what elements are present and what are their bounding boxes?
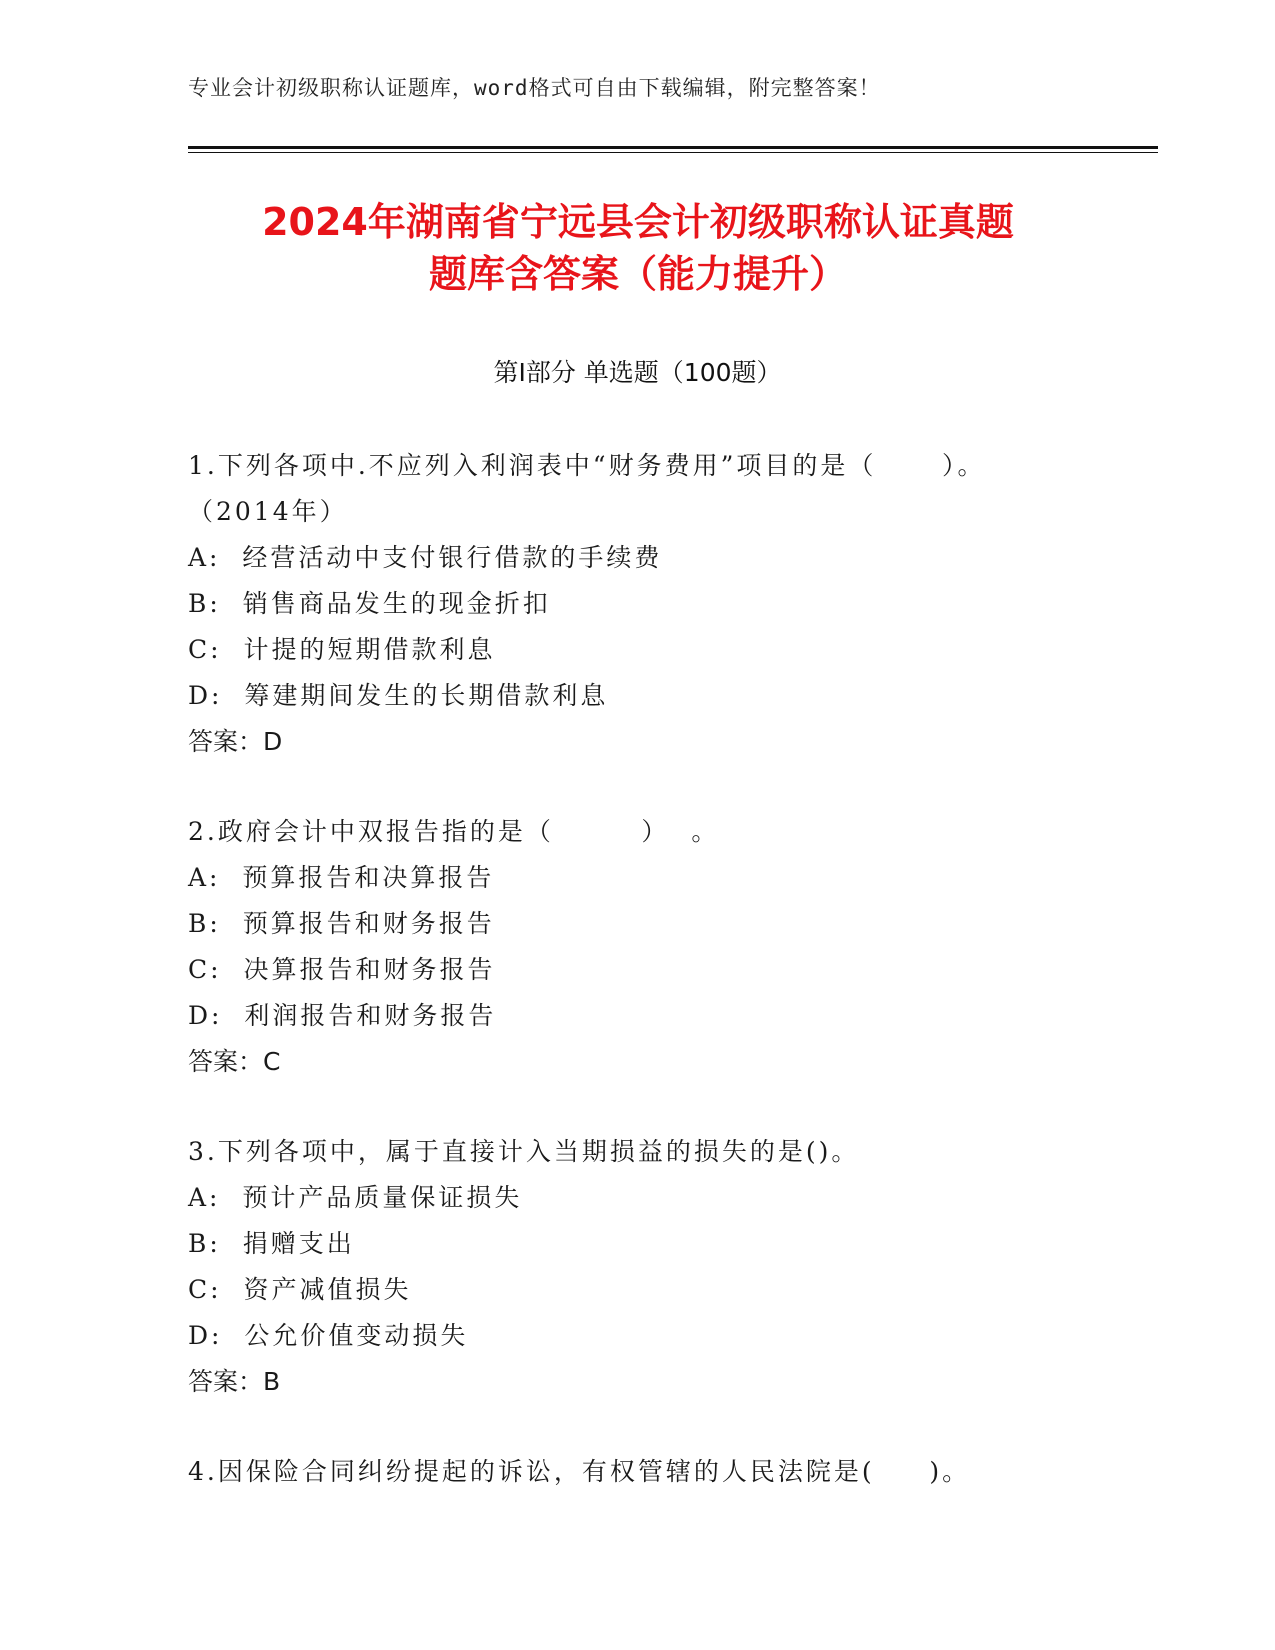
answer-label: 答案：C — [188, 1047, 281, 1076]
document-title-line-2: 题库含答案（能力提升） — [428, 252, 847, 296]
document-title — [188, 196, 1088, 300]
option-b: B: 销售商品发生的现金折扣 — [188, 589, 551, 618]
header-rule-thin — [188, 152, 1158, 153]
question-1 — [188, 443, 1088, 765]
option-a: A: 预算报告和决算报告 — [188, 863, 495, 892]
section-heading: 第Ⅰ部分 单选题（100题） — [493, 358, 782, 387]
option-c: C: 计提的短期借款利息 — [188, 635, 496, 664]
question-stem: 4.因保险合同纠纷提起的诉讼，有权管辖的人民法院是( )。 — [188, 1457, 971, 1486]
question-3 — [188, 1129, 1088, 1405]
question-2 — [188, 809, 1088, 1085]
question-stem: （2014年） — [188, 497, 348, 526]
question-stem: 2.政府会计中双报告指的是（ ） 。 — [188, 817, 720, 846]
option-b: B: 捐赠支出 — [188, 1229, 355, 1258]
option-b: B: 预算报告和财务报告 — [188, 909, 495, 938]
answer-label: 答案：B — [188, 1367, 281, 1396]
option-d: D: 利润报告和财务报告 — [188, 1001, 497, 1030]
option-d: D: 筹建期间发生的长期借款利息 — [188, 681, 609, 710]
question-stem: 1.下列各项中.不应列入利润表中“财务费用”项目的是（ ）。 — [188, 451, 986, 480]
header-rule-thick — [188, 146, 1158, 149]
question-4 — [188, 1449, 1088, 1495]
option-c: C: 资产减值损失 — [188, 1275, 412, 1304]
answer-label: 答案：D — [188, 727, 283, 756]
question-list — [188, 443, 1088, 1539]
document-title-line-1: 2024年湖南省宁远县会计初级职称认证真题 — [262, 200, 1014, 244]
option-d: D: 公允价值变动损失 — [188, 1321, 469, 1350]
option-c: C: 决算报告和财务报告 — [188, 955, 496, 984]
header-note: 专业会计初级职称认证题库，word格式可自由下载编辑，附完整答案！ — [188, 76, 881, 100]
question-stem: 3.下列各项中，属于直接计入当期损益的损失的是()。 — [188, 1137, 860, 1166]
option-a: A: 预计产品质量保证损失 — [188, 1183, 523, 1212]
option-a: A: 经营活动中支付银行借款的手续费 — [188, 543, 663, 572]
